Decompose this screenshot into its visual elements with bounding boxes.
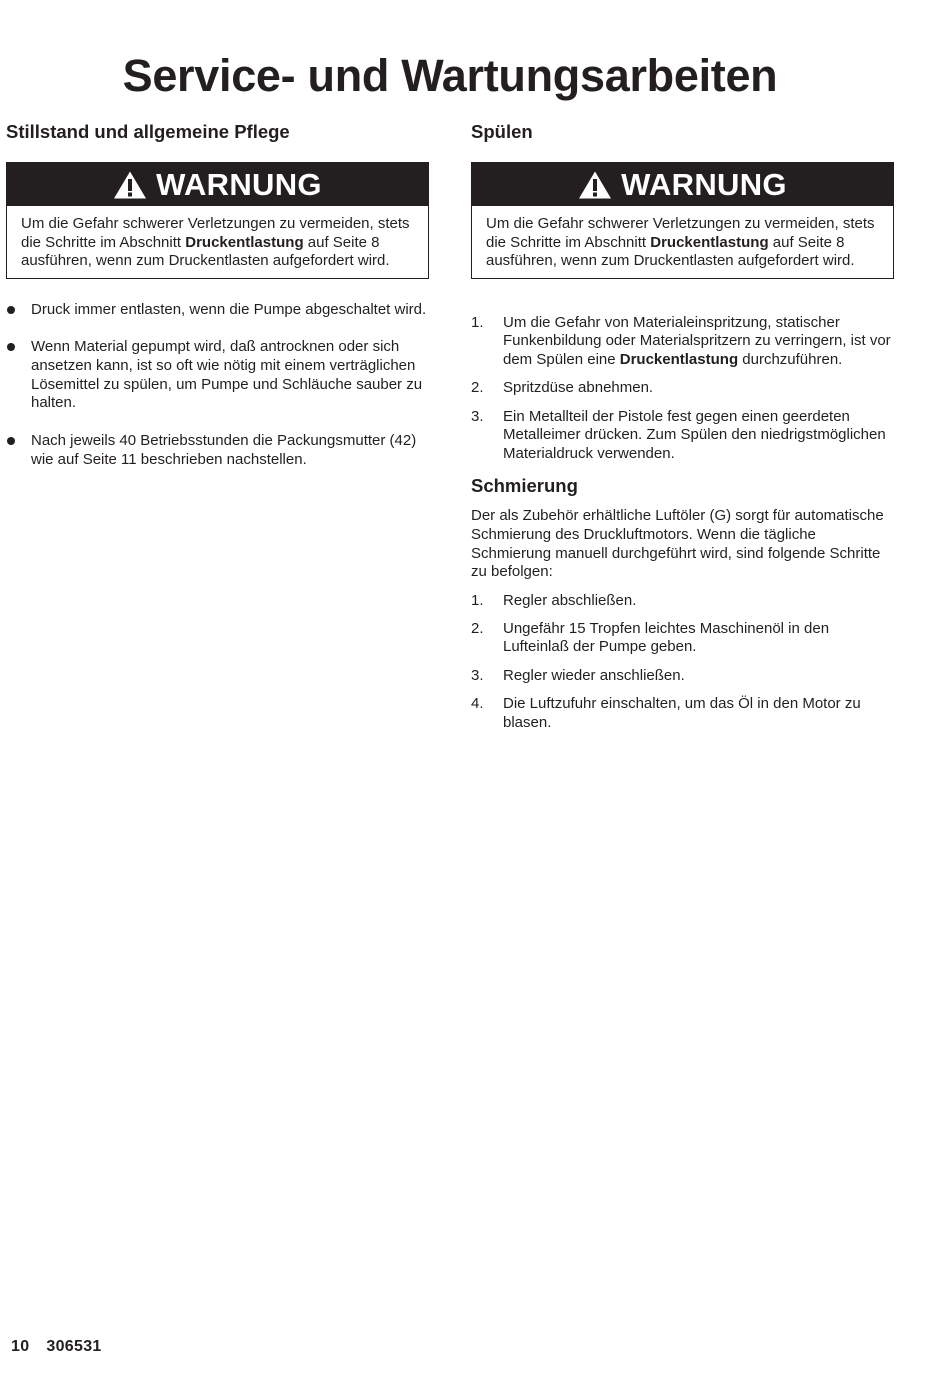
- warning-title: WARNUNG: [156, 166, 322, 202]
- warning-text-part: auf Seite 8 ausführen, wenn zum Druckentlasten aufgefordert wird.: [486, 233, 855, 270]
- list-item: [471, 379, 897, 398]
- warning-header: [7, 163, 428, 206]
- step-number: 1.: [471, 591, 484, 609]
- page-footer: [11, 1338, 102, 1356]
- step-text: Regler abschließen.: [503, 591, 637, 609]
- step-text: Regler wieder anschließen.: [503, 666, 685, 684]
- list-item: [6, 338, 432, 413]
- warning-triangle-icon: [578, 170, 612, 200]
- step-number: 2.: [471, 619, 484, 637]
- warning-text-part: auf Seite 8 ausführen, wenn zum Druckentlasten aufgefordert wird.: [21, 233, 390, 270]
- bullet-icon: [7, 437, 15, 445]
- list-item: [471, 667, 897, 686]
- step-number: 3.: [471, 666, 484, 684]
- step-text-bold: Druckentlastung: [619, 351, 739, 369]
- warning-header: [472, 163, 893, 206]
- care-bullet-list: [6, 301, 432, 470]
- step-number: 1.: [471, 313, 484, 331]
- list-item: [6, 301, 432, 320]
- left-column: [6, 118, 432, 488]
- section-heading-spuelen: Spülen: [471, 121, 533, 142]
- rinse-steps-list: [471, 314, 897, 464]
- warning-text-bold: Druckentlastung: [650, 233, 769, 251]
- warning-text-bold: Druckentlastung: [185, 233, 304, 251]
- step-text: Um die Gefahr von Materialeinspritzung, statischer Funkenbildung oder Materialspritzern zu verringern, ist vor dem Spülen eine: [503, 313, 891, 369]
- page-title: Service- und Wartungsarbeiten: [122, 50, 778, 101]
- warning-text-part: Um die Gefahr schwerer Verletzungen zu vermeiden, stets die Schritte im Abschnitt: [486, 215, 875, 251]
- step-text: durchzuführen.: [738, 351, 843, 369]
- list-item: [471, 592, 897, 611]
- step-number: 3.: [471, 407, 484, 425]
- bullet-icon: [7, 306, 15, 314]
- list-item: [471, 695, 897, 732]
- page-number: 10: [11, 1338, 30, 1355]
- section-heading-schmierung: Schmierung: [471, 475, 578, 497]
- list-item: [471, 408, 897, 464]
- warning-title: WARNUNG: [621, 166, 787, 202]
- list-item: [6, 432, 432, 469]
- list-item: [471, 314, 897, 370]
- step-text: Ein Metallteil der Pistole fest gegen einen geerdeten Metalleimer drücken. Zum Spülen den niedrigstmöglichen Materialdruck verwenden.: [503, 407, 886, 462]
- document-number: 306531: [46, 1338, 102, 1355]
- warning-box: [471, 162, 894, 279]
- step-text: Die Luftzufuhr einschalten, um das Öl in den Motor zu blasen.: [503, 694, 861, 731]
- lube-intro: Der als Zubehör erhältliche Luftöler (G) sorgt für automatische Schmierung des Druckluftmotors. Wenn die tägliche Schmierung manuell durchgeführt wird, sind folgende Schritte zu befolgen:: [471, 507, 884, 581]
- warning-text: [472, 206, 893, 278]
- section-heading-stillstand: Stillstand und allgemeine Pflege: [6, 121, 290, 142]
- right-column: [471, 118, 897, 742]
- list-item: [471, 620, 897, 657]
- lube-steps-list: [471, 592, 897, 733]
- warning-triangle-icon: [113, 170, 147, 200]
- step-number: 4.: [471, 694, 484, 712]
- warning-text: [7, 206, 428, 278]
- list-item-text: Druck immer entlasten, wenn die Pumpe abgeschaltet wird.: [31, 300, 427, 318]
- list-item-text: Nach jeweils 40 Betriebsstunden die Packungsmutter (42) wie auf Seite 11 beschrieben nachstellen.: [31, 431, 417, 468]
- warning-box: [6, 162, 429, 279]
- step-number: 2.: [471, 379, 484, 397]
- list-item-text: Wenn Material gepumpt wird, daß antrocknen oder sich ansetzen kann, ist so oft wie nötig mit einem verträglichen Lösemittel zu spülen, um Pumpe und Schläuche sauber zu halten.: [31, 338, 423, 412]
- step-text: Ungefähr 15 Tropfen leichtes Maschinenöl in den Lufteinlaß der Pumpe geben.: [503, 619, 830, 656]
- bullet-icon: [7, 343, 15, 351]
- warning-text-part: Um die Gefahr schwerer Verletzungen zu vermeiden, stets die Schritte im Abschnitt: [21, 215, 410, 251]
- step-text: Spritzdüse abnehmen.: [503, 379, 654, 397]
